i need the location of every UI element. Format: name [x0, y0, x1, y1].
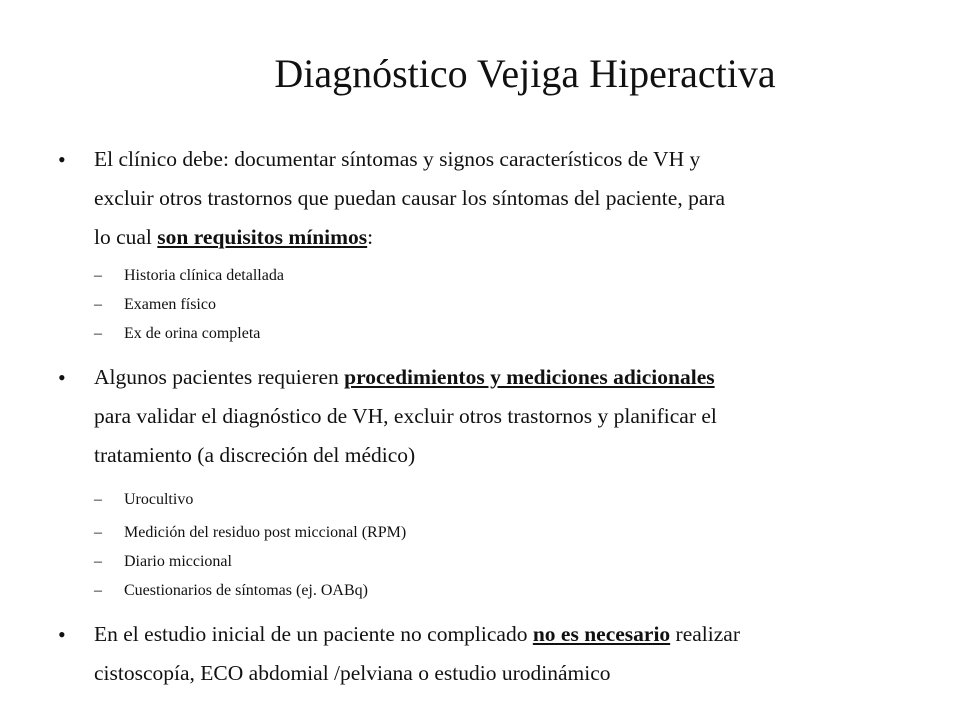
sub-item-text: Examen físico [124, 296, 216, 313]
dash-marker: – [94, 296, 102, 313]
bullet-1-line-2: excluir otros trastornos que puedan causar los síntomas del paciente, para [94, 186, 726, 210]
bullet-1-line-3 [94, 218, 918, 257]
dash-marker: – [94, 267, 102, 284]
bullet-dot: • [58, 365, 66, 390]
bullet-3-line-1 [94, 615, 918, 654]
sub-item [58, 290, 918, 319]
slide-content [58, 140, 918, 693]
dash-marker: – [94, 325, 102, 342]
bullet-3-line-1-before: En el estudio inicial de un paciente no complicado [94, 622, 533, 646]
sub-item-text: Ex de orina completa [124, 325, 261, 342]
bullet-1-emphasis: son requisitos mínimos [157, 225, 368, 249]
bullet-3-emphasis: no es necesario [532, 622, 671, 646]
bullet-2-line-2: para validar el diagnóstico de VH, excluir otros trastornos y planificar el [94, 404, 717, 428]
bullet-1-line-3-before: lo cual [94, 225, 158, 249]
bullet-2 [58, 358, 918, 475]
bullet-2-emphasis: procedimientos y mediciones adicionales [344, 365, 715, 389]
slide-title: Diagnóstico Vejiga Hiperactiva [274, 51, 776, 96]
sub-item-text: Diario miccional [124, 553, 232, 570]
sub-item [58, 485, 918, 514]
bullet-2-line-1-before: Algunos pacientes requieren [94, 365, 345, 389]
bullet-2-line-3: tratamiento (a discreción del médico) [94, 443, 416, 467]
bullet-3-line-2: cistoscopía, ECO abdomial /pelviana o estudio urodinámico [94, 661, 611, 685]
bullet-2-line-1 [94, 358, 918, 397]
sub-item [58, 261, 918, 290]
bullet-1-line-1: El clínico debe: documentar síntomas y signos característicos de VH y [94, 147, 701, 171]
sub-item-text: Urocultivo [124, 491, 194, 508]
dash-marker: – [94, 491, 102, 508]
sub-item [58, 518, 918, 547]
bullet-3-line-1-after: realizar [670, 622, 740, 646]
dash-marker: – [94, 582, 102, 599]
sub-item-text: Historia clínica detallada [124, 267, 284, 284]
bullet-1-line-3-after: : [367, 225, 374, 249]
dash-marker: – [94, 524, 102, 541]
sub-item [58, 547, 918, 576]
sub-item [58, 576, 918, 605]
sub-item [58, 319, 918, 348]
sub-item-text: Medición del residuo post miccional (RPM) [124, 524, 407, 541]
bullet-3 [58, 615, 918, 693]
dash-marker: – [94, 553, 102, 570]
bullet-dot: • [58, 147, 66, 172]
bullet-1 [58, 140, 918, 257]
bullet-dot: • [58, 622, 66, 647]
sub-item-text: Cuestionarios de síntomas (ej. OABq) [124, 582, 368, 599]
